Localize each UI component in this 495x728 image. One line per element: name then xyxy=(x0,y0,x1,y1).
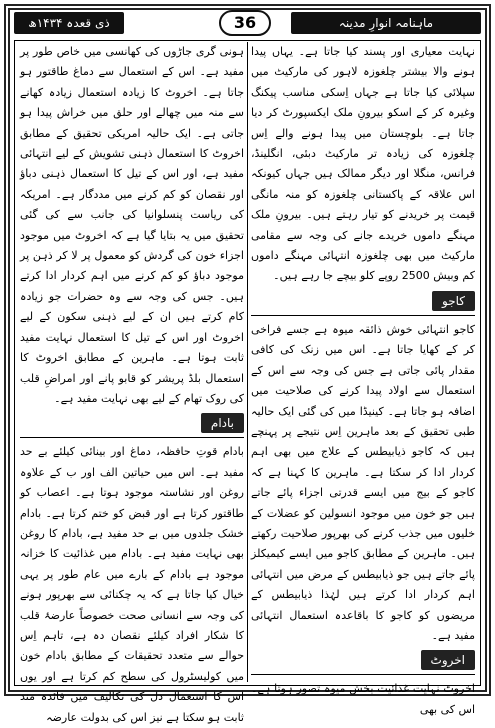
left-column xyxy=(20,42,244,728)
column-divider xyxy=(247,42,248,682)
paragraph-akhrot: اخروٹ نہایت غذائیت بخش میوہ تصور ہوتا ہے۔ اس کی بھی xyxy=(251,682,475,716)
magazine-title: ماہنامہ انوارِ مدینہ xyxy=(291,12,481,34)
paragraph-akhrot-continued: ہونی گری جاڑوں کی کھانسی میں خاص طور پر مفید ہے۔ اس کے استعمال سے دماغ طاقتور ہو جاتا ہے۔ اخروٹ کا زیادہ استعمال زیادہ کھانے سے منہ میں چھالے اور حلق میں خراش پیدا ہو جاتی ہے۔ ایک حالیہ امریکی تحقیق کے مطابق اخروٹ کا استعمال ذہنی تشویش کے لیے انتہائی مفید ہے، اور اس کے تیل کا استعمال ذہنی دباؤ اور نقصان کو کم کرنے میں مددگار ہے۔ امریکہ کی ریاست پنسلوانیا کی جانب سے کی گئی تحقیق میں یہ بتایا گیا ہے کہ اخروٹ میں موجود اجزاء خون کی گردش کو معمول پر لا کر ذہن پر موجود دباؤ کو کم کرنے میں اہم کردار ادا کرتے ہیں۔ جس کی وجہ سے وہ حضرات جو زیادہ کام کرتے ہیں ان کے لیے ذہنی سکون کے لیے اخروٹ اور اس کے تیل کا استعمال نہایت مفید ثابت ہوتا ہے۔ ماہرین کے مطابق اخروٹ کا استعمال بلڈ پریشر کو قابو پانے اور امراضِ قلب کی روک تھام کے لیے بھی نہایت مفید ہے۔ xyxy=(20,45,244,405)
right-column xyxy=(251,42,475,720)
section-badam xyxy=(20,409,244,438)
heading-badam: بادام xyxy=(201,413,244,433)
issue-date: ذی قعدہ ۱۴۳۴ھ xyxy=(14,12,124,34)
section-kaju xyxy=(251,287,475,316)
paragraph-badam: بادام قوتِ حافظہ، دماغ اور بینائی کیلئے بے حد مفید ہے۔ اس میں حیاتین الف اور ب کے علاوہ روغن اور نشاستہ موجود ہوتا ہے۔ اعصاب کو طاقتور کرتا ہے اور قبض کو ختم کرتا ہے۔ بادام خشک جلدوں میں بے حد مفید ہے، بادام کا روغن بھی نہایت مفید ہے۔ بادام میں غذائیت کا خزانہ موجود ہے بادام کے بارے میں عام طور پر یہی خیال کیا جاتا ہے کہ یہ چکنائی سے بھرپور ہونے کی وجہ سے انسانی صحت خصوصاً عارضۂ قلب کا شکار افراد کیلئے نقصان دہ ہے، تاہم اِس حوالے سے متعدد تحقیقات کے مطابق بادام خون میں کولیسٹرول کی سطح کم کرتا ہے اور یوں اس کا استعمال دل کی تکالیف میں فائدہ مند ثابت ہو سکتا ہے نیز اس کی بدولت عارضہ xyxy=(20,445,244,724)
section-akhrot xyxy=(251,646,475,675)
heading-kaju: کاجو xyxy=(432,291,475,311)
heading-akhrot: اخروٹ xyxy=(421,650,475,670)
page-number: 36 xyxy=(219,10,271,36)
paragraph-chilghoza: نہایت معیاری اور پسند کیا جاتا ہے۔ یہاں پیدا ہونے والا بیشتر چلغوزہ لاہور کی مارکیٹ میں سپلائی کیا جاتا ہے جہاں اِسکی مناسب پیکنگ وغیرہ کر کے اسکو بیرونِ ملک ایکسپورٹ کر دیا جاتا ہے۔ بلوچستان میں پیدا ہونے والے اِس چلغوزہ کی زیادہ تر مارکیٹ دبئی، انگلینڈ، فرانس، منگلا اور دیگر ممالک ہیں جہاں کیونکہ اس علاقہ کے پاکستانی چلغوزہ کو منہ مانگی قیمت پر خریدنے کو تیار رہتے ہیں۔ بیرونِ ملک مہنگے داموں خریدے جانے کی وجہ سے مقامی مارکیٹ میں بھی چلغوزہ انتہائی مہنگے داموں کم وبیش 2500 روپے کلو بیچے جا رہے ہیں۔ xyxy=(251,45,475,283)
page-header xyxy=(14,10,481,36)
paragraph-kaju: کاجو انتہائی خوش ذائقہ میوہ ہے جسے فراخی کر کے کھایا جاتا ہے۔ اس میں زنک کی کافی مقدار پائی جاتی ہے جس کی وجہ سے اس کے استعمال سے اولاد پیدا کرنے کی صلاحیت میں اضافہ ہو جاتا ہے۔ کینیڈا میں کی گئی ایک حالیہ طبی تحقیق کے بعد ماہرین اِس نتیجے پر پہنچے ہیں کہ کاجو ذیابیطس کے علاج میں بھی اہم کردار ادا کر سکتا ہے۔ ماہرین کا کہنا ہے کہ کاجو کے بیج میں ایسے قدرتی اجزاء پائے جاتے ہیں جو خون میں موجود انسولین کو عضلات کے خلیوں میں جذب کرنے کی بھرپور صلاحیت رکھتے ہیں۔ ماہرین کے مطابق کاجو میں ایسے کیمیکلز پائے جاتے ہیں جو ذیابیطس کے مرض میں انتہائی اہم کردار ادا کرتے ہیں لہٰذا ذیابیطس کے مریضوں کو کاجو کا باقاعدہ استعمال انتہائی مفید ہے۔ xyxy=(251,322,475,642)
